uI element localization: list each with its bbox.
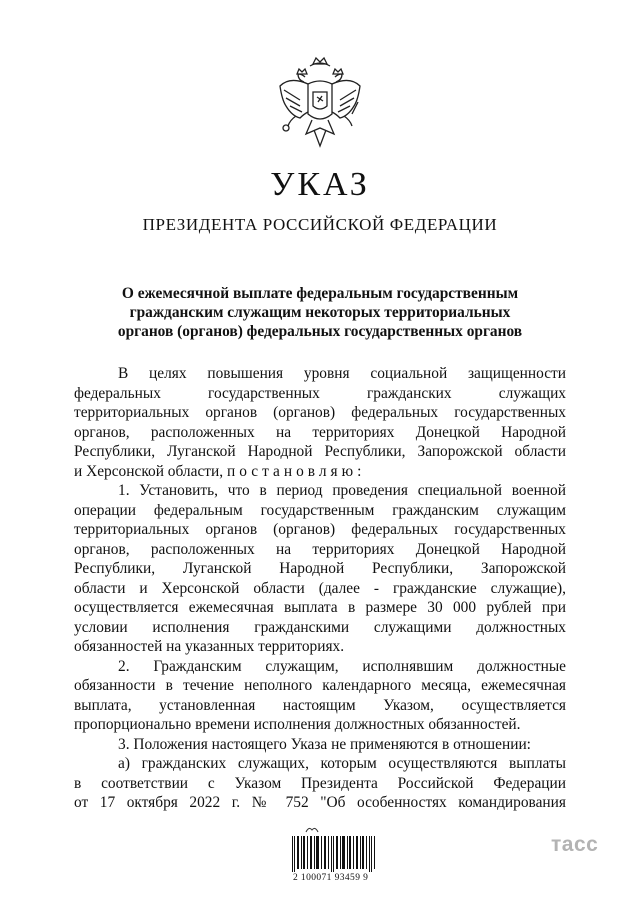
heading-line: О ежемесячной выплате федеральным государственным (121, 285, 519, 302)
paragraph-1-line: условии исполнения гражданскими служащими должностных (74, 618, 566, 636)
paragraph-2-line: обязанности в течение неполного календарного месяца, ежемесячная (74, 677, 566, 694)
paragraph-3-line: 3. Положения настоящего Указа не применяются в отношении: (118, 735, 531, 753)
preamble-line-final (74, 462, 566, 482)
paragraph-1-line: области и Херсонской области (далее - гражданские служащие), (74, 579, 566, 597)
paragraph-1-line: Республики, Луганской Народной Республики, Запорожской (74, 560, 566, 577)
document-subtitle: ПРЕЗИДЕНТА РОССИЙСКОЙ ФЕДЕРАЦИИ (142, 215, 498, 234)
preamble-line: федеральных государственных гражданских служащих (74, 384, 566, 402)
paragraph-1-line: обязанностей на указанных территориях. (74, 638, 345, 655)
preamble-line: В целях повышения уровня социальной защищенности (118, 365, 566, 382)
paragraph-1-line: органов, расположенных на территориях Донецкой Народной (74, 540, 566, 558)
paragraph-3a-line: в соответствии с Указом Президента Российской Федерации (74, 774, 566, 792)
paragraph-2-line: 2. Гражданским служащим, исполнявшим должностные (118, 657, 566, 675)
russian-coat-of-arms-icon (272, 52, 368, 152)
paragraph-3a-line: от 17 октября 2022 г. № 752 "Об особенностях командирования (74, 794, 566, 811)
heading-line: гражданским служащим некоторых территориальных (129, 304, 511, 321)
paragraph-1-line: 1. Установить, что в период проведения специальной военной (118, 482, 566, 499)
heading-line: органов (органов) федеральных государственных органов (117, 323, 523, 340)
preamble-line: Республики, Луганской Народной Республики, Запорожской области (74, 443, 566, 460)
tass-watermark: тасс (551, 833, 599, 856)
preamble-line: органов, расположенных на территориях Донецкой Народной (74, 423, 566, 441)
preamble-line: территориальных органов (органов) федеральных государственных (74, 404, 566, 421)
paragraph-1-line: операции федеральным государственным гражданским служащим (74, 501, 566, 519)
barcode-number: 2 100071 93459 9 (293, 873, 369, 883)
document-title: УКАЗ (270, 166, 370, 203)
document-mark-icon (305, 826, 319, 834)
preamble-line: и Херсонской области, (74, 462, 224, 480)
paragraph-2-line: пропорционально времени исполнения должностных обязанностей. (74, 716, 521, 733)
barcode (292, 836, 376, 872)
paragraph-2-line: выплата, установленная настоящим Указом, осуществляется (74, 696, 566, 714)
paragraph-1-line: осуществляется ежемесячная выплата в размере 30 000 рублей при (74, 599, 566, 616)
paragraph-3a-line: а) гражданских служащих, которым осуществляются выплаты (118, 755, 566, 772)
decree-heading (90, 284, 550, 341)
decree-body (74, 364, 566, 813)
decree-word: постановляю: (226, 462, 366, 480)
paragraph-1-line: территориальных органов (органов) федеральных государственных (74, 521, 566, 538)
